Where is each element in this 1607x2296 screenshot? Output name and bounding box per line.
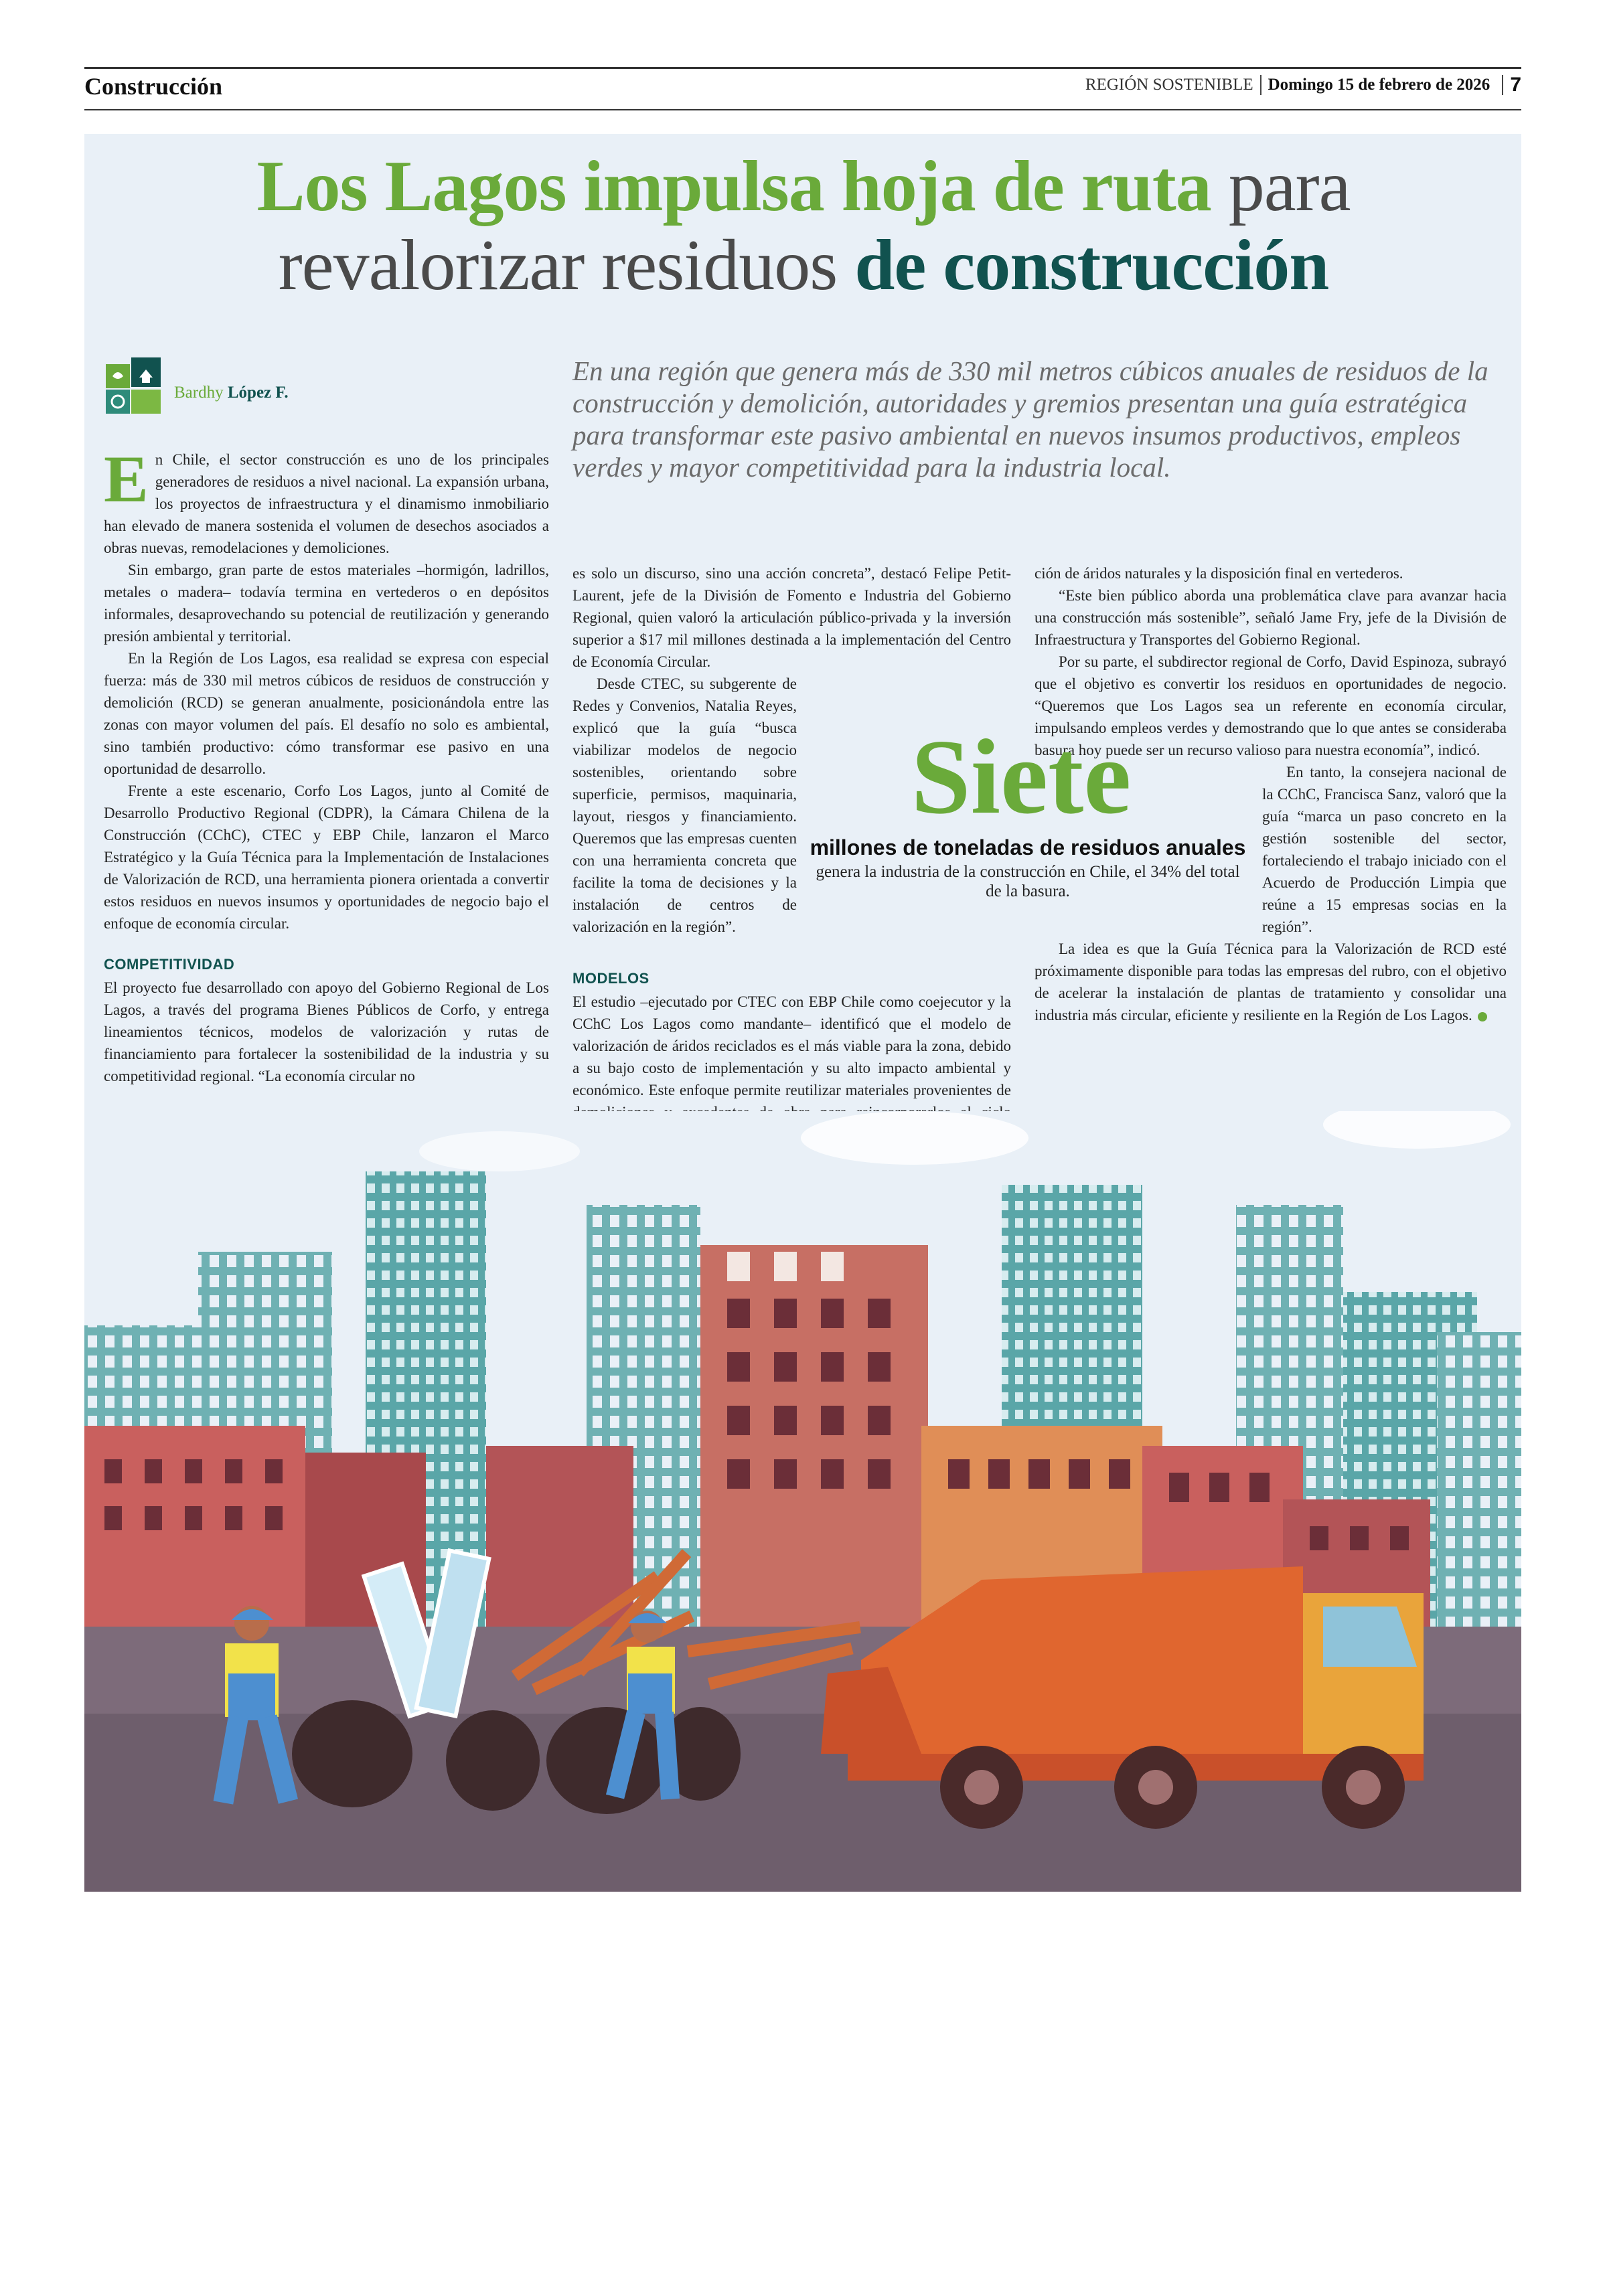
folio-divider	[1502, 75, 1503, 95]
paragraph: ción de áridos naturales y la disposición final en vertederos.	[1035, 565, 1403, 582]
byline	[174, 384, 289, 402]
headline	[0, 147, 1607, 305]
paragraph: Sin embargo, gran parte de estos materiales –hormigón, ladrillos, metales o madera– todavía termina en vertederos o en depósitos informales, desaprovechando su potencial de reutilización y generando presión ambiental y territorial.	[104, 562, 549, 645]
paragraph: “Este bien público aborda una problemática clave para avanzar hacia una construcción más sostenible”, señaló Jame Fry, jefe de la División de Infraestructura y Transportes del Gobierno Regional.	[1035, 587, 1507, 648]
recycle-icon	[106, 390, 130, 414]
issue-date: Domingo 15 de febrero de 2026	[1268, 76, 1490, 94]
headline-part: de construcción	[854, 226, 1329, 305]
end-mark	[1478, 1012, 1487, 1021]
paragraph: En Chile, el sector construcción es uno de los principales generadores de residuos a nivel nacional. La expansión urbana, los proyectos de infraestructura y el dinamismo inmobiliario han elevado de manera sostenida el volumen de desechos asociados a obras nuevas, remodelaciones y demoliciones.	[104, 442, 549, 556]
paragraph: es solo un discurso, sino una acción concreta”, destacó Felipe Petit-Laurent, jefe de la División de Fomento e Industria del Gobierno Regional, quien valoró la articulación público-privada y la inversión superior a $17 mil millones destinada a la implementación del Centro de Economía Circular.	[572, 565, 1011, 670]
author-first-name: Bardhy	[174, 384, 224, 402]
supplement-name: REGIÓN SOSTENIBLE	[1085, 76, 1253, 94]
author-last-name: López F.	[227, 384, 289, 402]
paragraph: El proyecto fue desarrollado con apoyo del Gobierno Regional de Los Lagos, a través del programa Bienes Públicos de Corfo, y entrega lineamientos técnicos, modelos de valorización y rutas de financiamiento para fortalecer la sostenibilidad de la industria y su competitividad regional. “La economía circular no	[104, 979, 549, 1084]
article-column-1	[104, 442, 549, 1087]
headline-part: revalorizar residuos	[278, 226, 855, 305]
deck: En una región que genera más de 330 mil metros cúbicos anuales de residuos de la construcción y demolición, autoridades y gremios presentan una guía estratégica para transformar este pasivo ambiental en nuevos insumos productivos, empleos verdes y mayor competitividad para la industria local.	[572, 355, 1488, 483]
headline-part: para	[1211, 147, 1351, 226]
paragraph: Por su parte, el subdirector regional de Corfo, David Espinoza, subrayó que el objetivo es convertir los residuos en oportunidades de negocio. “Queremos que Los Lagos sea un referente en economía circular, impulsando empleos verdes y demostrando que lo que antes se consideraba basura hoy puede ser un recurso valioso para nuestra economía”, indicó.	[1035, 653, 1507, 758]
stat-number: Siete	[911, 717, 1132, 836]
stat-sublabel: genera la industria de la construcción en Chile, el 34% del total de la basura.	[816, 863, 1240, 900]
subhead-modelos: MODELOS	[572, 970, 649, 987]
section-name: Construcción	[84, 73, 222, 100]
folio	[1085, 74, 1521, 96]
drop-cap: E	[104, 442, 149, 516]
header-rule-bottom	[84, 109, 1521, 110]
headline-part: Los Lagos impulsa hoja de ruta	[256, 147, 1211, 226]
publication-logo	[106, 357, 161, 422]
paragraph: Desde CTEC, su subgerente de Redes y Convenios, Natalia Reyes, explicó que la guía “busca viabilizar modelos de negocio sostenibles, orientando sobre superficie, permisos, maquinaria, layout, riesgos y financiamiento. Queremos que las empresas cuenten con una herramienta concreta que facilite la toma de decisiones y la instalación de centros de valorización en la región”.	[572, 675, 797, 935]
paragraph: En tanto, la consejera nacional de la CChC, Francisca Sanz, valoró que la guía “marca un paso concreto en la gestión sostenible del sector, fortaleciendo el trabajo iniciado con el Acuerdo de Producción Limpia que reúne a 15 empresas socias en la región”.	[1262, 764, 1507, 935]
header-rule-top	[84, 67, 1521, 69]
paragraph: Frente a este escenario, Corfo Los Lagos, junto al Comité de Desarrollo Productivo Regional (CDPR), la Cámara Chilena de la Construcción (CChC), CTEC y EBP Chile, lanzaron el Marco Estratégico y la Guía Técnica para la Implementación de Instalaciones de Valorización de RCD, una herramienta pionera orientada a convertir estos residuos en nuevos insumos y oportunidades de negocio bajo el enfoque de economía circular.	[104, 783, 549, 932]
paragraph: El estudio –ejecutado por CTEC con EBP Chile como coejecutor y la CChC Los Lagos como mandante– identificó que el modelo de valorización de áridos reciclados es el más viable para la zona, debido a su bajo costo de implementación y su alto impacto ambiental y económico. Este enfoque permite reutilizar materiales provenientes de	[572, 993, 1011, 1098]
paragraph: La idea es que la Guía Técnica para la Valorización de RCD esté próximamente disponible para todas las empresas del rubro, con el objetivo de acelerar la instalación de plantas de tratamiento y consolidar una industria más circular, eficiente y resiliente en la Región de Los Lagos.	[1035, 940, 1507, 1023]
paragraph: En la Región de Los Lagos, esa realidad se expresa con especial fuerza: más de 330 mil metros cúbicos de residuos de construcción y demolición (RCD) se generan anualmente, posicionándola entre las zonas con mayor volumen del país. El desafío no solo es ambiental, sino también productivo: cómo transformar ese pasivo en una oportunidad de desarrollo.	[104, 650, 549, 777]
construction-illustration	[84, 1111, 1521, 1892]
stat-label: millones de toneladas de residuos anuales	[810, 835, 1246, 859]
subhead-competitividad: COMPETITIVIDAD	[104, 956, 235, 973]
folio-divider	[1260, 75, 1261, 95]
page-number: 7	[1510, 74, 1521, 96]
